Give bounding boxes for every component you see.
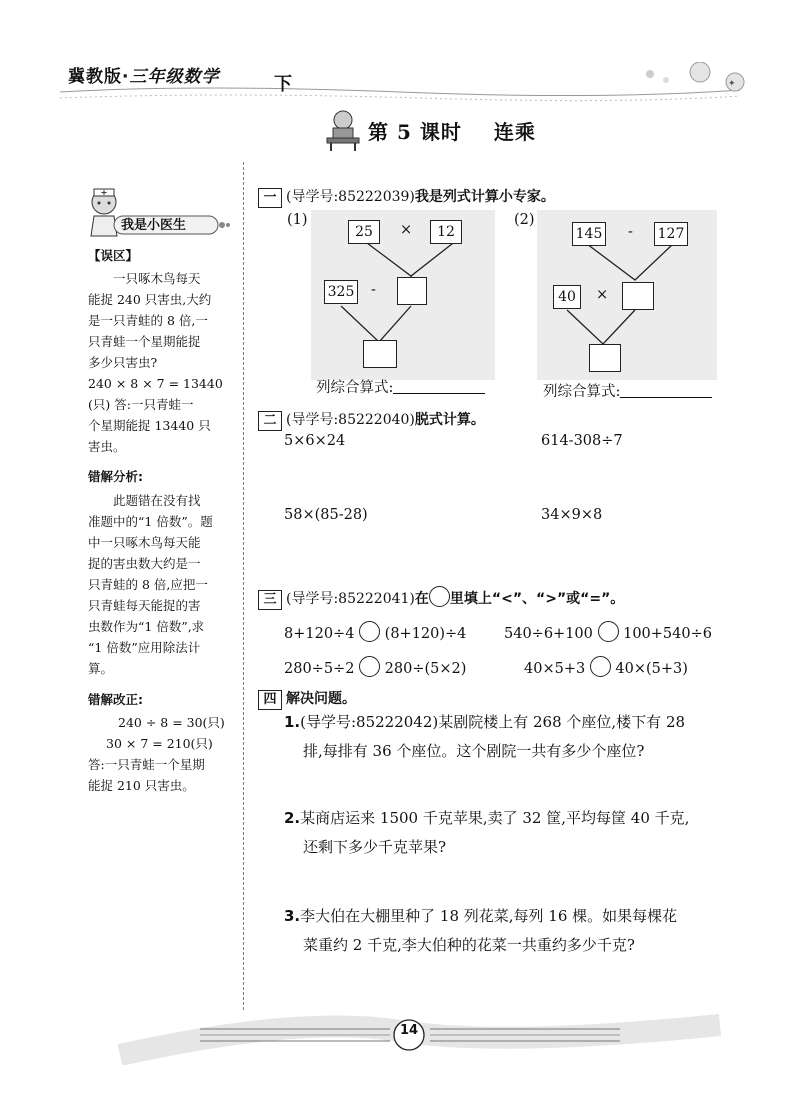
analysis-line: “1 倍数”应用除法计 [88, 640, 201, 655]
diagram2-box-b: 127 [654, 222, 688, 246]
section1-heading [258, 186, 555, 208]
problem-line: 是一只青蛙的 8 倍,一 [88, 313, 208, 328]
problem-line: 菜重约 2 千克,李大伯种的花菜一共重约多少千克? [303, 936, 635, 954]
compare-circle[interactable] [359, 621, 380, 642]
problem-line: 能捉 240 只害虫,大约 [88, 292, 212, 307]
compare-left: 540÷6+100 [504, 626, 593, 642]
compare-right: 280÷(5×2) [384, 661, 467, 677]
analysis-line: 算。 [88, 661, 114, 676]
formula-label: 列综合算式: [316, 380, 394, 396]
correction-label: 错解改正: [88, 692, 143, 707]
circle-symbol-icon [429, 586, 450, 607]
wrong-line: 个星期能捉 13440 只 [88, 418, 211, 433]
page-number: 14 [399, 1023, 419, 1038]
error-problem [88, 268, 223, 457]
problem-2 [284, 804, 689, 862]
analysis-line: 准题中的“1 倍数”。题 [88, 514, 213, 529]
problem-line: 一只啄木鸟每天 [113, 271, 201, 286]
section2-guide: (导学号:85222040) [286, 412, 415, 428]
problem-line: 排,每排有 36 个座位。这个剧院一共有多少个座位? [303, 742, 645, 760]
compare-right: 100+540÷6 [623, 626, 712, 642]
diagram1-op2: - [371, 282, 376, 298]
compare-right: (8+120)÷4 [384, 626, 467, 642]
diagram2-answer-box[interactable] [622, 282, 654, 310]
problem-line: 多少只害虫? [88, 355, 158, 370]
analysis-line: 捉的害虫数大约是一 [88, 556, 201, 571]
compare-row-2b [524, 656, 688, 677]
diagram2-box-a: 145 [572, 222, 606, 246]
calc-expr-2: 614-308÷7 [541, 433, 623, 449]
diagram1-op1: × [400, 222, 413, 238]
analysis-line: 中一只啄木鸟每天能 [88, 535, 201, 550]
compare-left: 280÷5÷2 [284, 661, 355, 677]
analysis-label: 错解分析: [88, 469, 143, 484]
section3-title-pre: 在 [414, 591, 429, 607]
svg-text:✦: ✦ [728, 79, 736, 89]
diagram2-formula [543, 380, 712, 401]
calc-expr-3: 58×(85-28) [284, 507, 368, 523]
problem-number: 1. [284, 713, 301, 731]
analysis-line: 虫数作为“1 倍数”,求 [88, 619, 205, 634]
teacher-icon [324, 108, 362, 152]
diagram2-op1: - [628, 224, 633, 240]
diagram1-answer-box[interactable] [397, 277, 427, 305]
analysis-line: 只青蛙的 8 倍,应把一 [88, 577, 208, 592]
analysis-line: 此题错在没有找 [113, 493, 201, 508]
problem-number: 3. [284, 907, 301, 925]
compare-row-1b [504, 621, 712, 642]
diagram1-formula [316, 376, 485, 397]
compare-circle[interactable] [590, 656, 611, 677]
section2-heading [258, 409, 485, 431]
wrong-line: 害虫。 [88, 439, 126, 454]
doctor-badge-label: 我是小医生 [121, 218, 187, 233]
compare-circle[interactable] [359, 656, 380, 677]
section3-guide: (导学号:85222041) [286, 591, 415, 607]
diagram2-box-c: 40 [553, 285, 581, 309]
formula-answer-line[interactable] [620, 397, 712, 398]
problem-number: 2. [284, 809, 301, 827]
lesson-topic: 连乘 [493, 120, 536, 144]
section3-number: 三 [258, 590, 282, 610]
correction-text [88, 712, 225, 796]
diagram1-label: (1) [287, 212, 308, 228]
compare-right: 40×(5+3) [615, 661, 688, 677]
column-divider [243, 162, 244, 1010]
compare-left: 8+120÷4 [284, 626, 355, 642]
header-title [68, 62, 219, 87]
diagram1-box-c: 325 [324, 280, 358, 304]
formula-label: 列综合算式: [543, 384, 621, 400]
section2-title: 脱式计算。 [414, 412, 485, 428]
error-zone-label: 【误区】 [88, 248, 139, 263]
wrong-line: (只) 答:一只青蛙一 [88, 397, 194, 412]
diagram1-box-b: 12 [430, 220, 462, 244]
lesson-number: 第 5 课时 [368, 120, 462, 144]
compare-row-1 [284, 621, 466, 642]
diagram2-op2: × [596, 287, 609, 303]
header-dot: · [122, 67, 130, 87]
header-term: 下 [274, 74, 292, 95]
diagram2-label: (2) [514, 212, 535, 228]
analysis-text [88, 490, 213, 679]
section1-number: 一 [258, 188, 282, 208]
problem-1 [284, 708, 685, 766]
calc-expr-4: 34×9×8 [541, 507, 603, 523]
problem-line: 某商店运来 1500 千克苹果,卖了 32 筐,平均每筐 40 千克, [300, 809, 690, 827]
compare-circle[interactable] [598, 621, 619, 642]
correction-line: 答:一只青蛙一个星期 [88, 757, 205, 772]
section2-number: 二 [258, 411, 282, 431]
section3-title-post: 里填上“<”、“>”或“=”。 [449, 591, 625, 607]
compare-left: 40×5+3 [524, 661, 586, 677]
diagram1-box-a: 25 [348, 220, 380, 244]
section1-title: 我是列式计算小专家。 [414, 189, 555, 205]
section4-heading [258, 688, 356, 710]
lesson-title [368, 116, 536, 145]
formula-answer-line[interactable] [393, 393, 485, 394]
wrong-line: 240 × 8 × 7 = 13440 [88, 376, 223, 391]
problem-line: 李大伯在大棚里种了 18 列花菜,每列 16 棵。如果每棵花 [300, 907, 678, 925]
correction-line: 240 ÷ 8 = 30(只) [118, 715, 225, 730]
analysis-line: 只青蛙每天能捉的害 [88, 598, 201, 613]
section4-number: 四 [258, 690, 282, 710]
diagram1-result-box[interactable] [363, 340, 397, 368]
correction-line: 能捉 210 只害虫。 [88, 778, 195, 793]
compare-row-2 [284, 656, 466, 677]
correction-line: 30 × 7 = 210(只) [106, 736, 213, 751]
problem-line: 只青蛙一个星期能捉 [88, 334, 201, 349]
header-grade-subject: 三年级数学 [129, 67, 220, 87]
header-edition: 冀教版 [68, 67, 122, 87]
calc-expr-1: 5×6×24 [284, 433, 346, 449]
problem-line: (导学号:85222042)某剧院楼上有 268 个座位,楼下有 28 [300, 713, 686, 731]
section1-guide: (导学号:85222039) [286, 189, 415, 205]
section3-heading [258, 586, 624, 610]
section4-title: 解决问题。 [286, 691, 356, 707]
problem-line: 还剩下多少千克苹果? [303, 838, 447, 856]
diagram2-result-box[interactable] [589, 344, 621, 372]
problem-3 [284, 902, 677, 960]
